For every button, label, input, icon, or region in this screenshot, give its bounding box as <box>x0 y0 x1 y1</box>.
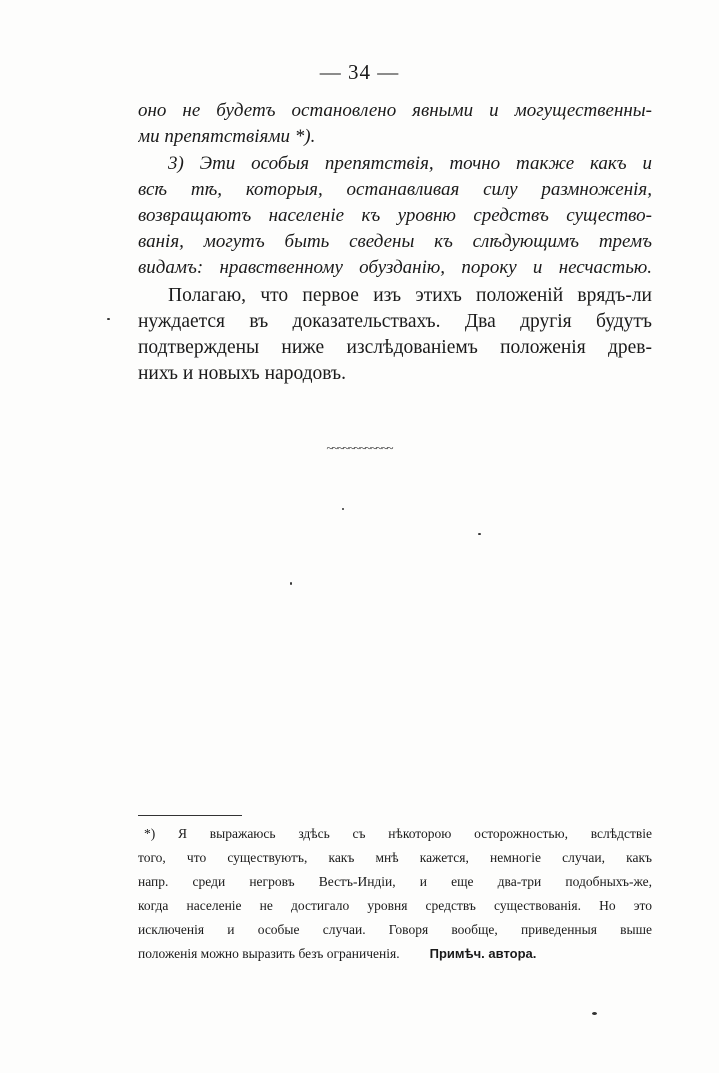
paper-speck <box>342 508 344 510</box>
footnote-line-5: исключенія и особые случаи. Говоря вообще, приведенныя выше <box>138 922 652 937</box>
paper-speck <box>478 533 481 535</box>
footnote-line-2: того, что существуютъ, какъ мнѣ кажется, немногіе случаи, какъ <box>138 850 652 865</box>
paragraph-line-4: нихъ и новыхъ народовъ. <box>138 363 346 384</box>
footnote-line-6 <box>138 946 652 962</box>
paper-speck <box>107 318 110 320</box>
footnote-divider <box>138 815 242 816</box>
point3-line-4: ванія, могутъ быть сведены къ слѣдующимъ тремъ <box>138 231 652 252</box>
page-number: — 34 — <box>319 60 400 84</box>
paragraph-line-2: нуждается въ доказательствахъ. Два другія будутъ <box>138 311 652 332</box>
point3-line-5: видамъ: нравственному обузданію, пороку и несчастью. <box>138 257 652 278</box>
point3-line-1: 3) Эти особыя препятствія, точно также какъ и <box>168 153 652 174</box>
footnote-line-3: напр. среди негровъ Вестъ-Индіи, и еще два-три подобныхъ-же, <box>138 874 652 889</box>
paragraph-line-1: Полагаю, что первое изъ этихъ положеній врядъ-ли <box>168 285 652 306</box>
paper-speck <box>290 582 292 585</box>
point3-line-2: всѣ тѣ, которыя, останавливая силу размноженія, <box>138 179 652 200</box>
footnote-line-1: *) Я выражаюсь здѣсь съ нѣкоторою осторожностью, вслѣдствіе <box>144 826 652 841</box>
section-ornament: ~~~~~~~~~~~~ <box>326 441 393 455</box>
footnote-signature: Примѣч. автора. <box>429 946 537 961</box>
continuation-line-2: ми препятствіями *). <box>138 126 316 147</box>
footnote-line-6-text: положенія можно выразить безъ ограниченія. <box>138 946 400 961</box>
paragraph-line-3: подтверждены ниже изслѣдованіемъ положенія древ- <box>138 337 652 358</box>
footnote-line-4: когда населеніе не достигало уровня средствъ существованія. Но это <box>138 898 652 913</box>
continuation-line-1: оно не будетъ остановлено явными и могущественны- <box>138 100 652 121</box>
point3-line-3: возвращаютъ населеніе къ уровню средствъ существо- <box>138 205 652 226</box>
paper-speck <box>592 1012 597 1015</box>
